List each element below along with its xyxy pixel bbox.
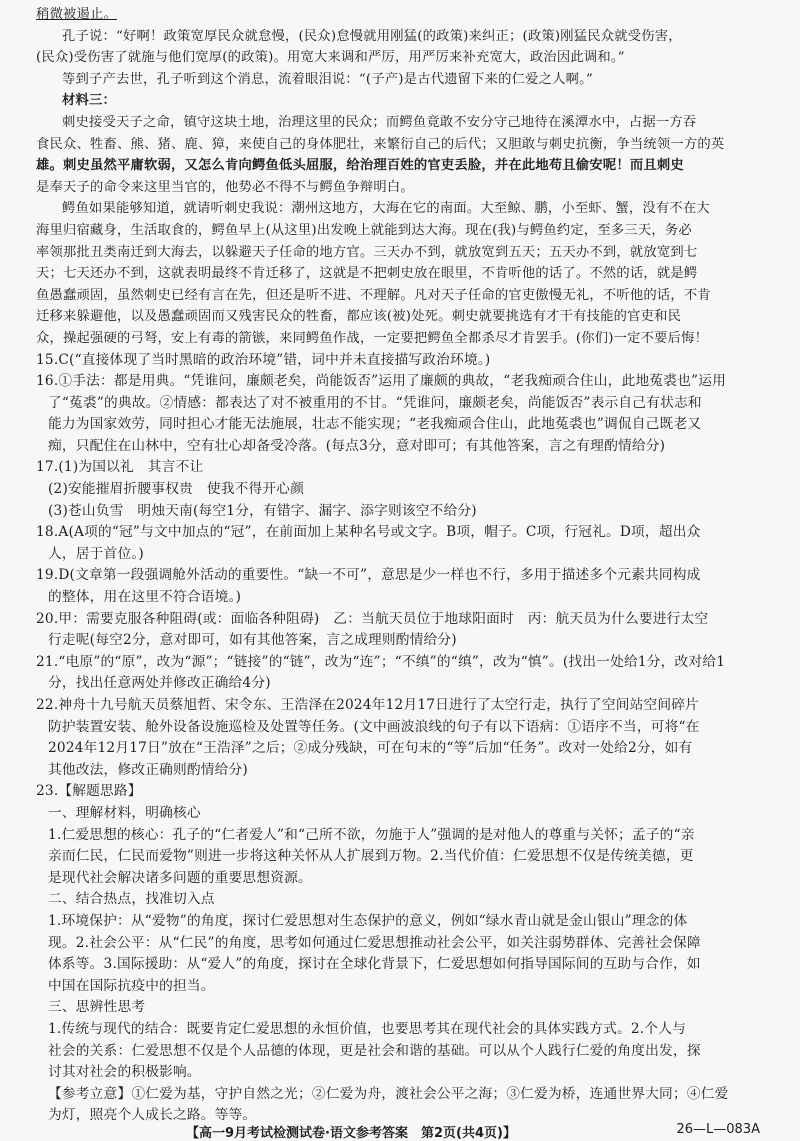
text-line: 孔子说：“好啊！政策宽厚民众就怠慢，(民众)怠慢就用刚猛(的政策)来纠正；(政策)刚猛民众就受伤害， [62, 28, 682, 44]
text-line: 15.C(“直接体现了当时黑暗的政治环境”错，词中并未直接描写政治环境。) [36, 351, 491, 368]
text-line: (3)苍山负雪 明烛天南(每空1分，有错字、漏字、添字则该空不给分) [48, 502, 477, 519]
text-line: 鱼愚蠢顽固，虽然刺史已经有言在先，但还是听不进、不理解。凡对天子任命的官吏傲慢无礼，不听他的话，不肯 [36, 287, 711, 303]
text-line: 20.甲：需要克服各种阻碍(或：面临各种阻碍) 乙：当航天员位于地球阳面时 丙：航天员为什么要进行太空 [36, 610, 709, 627]
text-line: 稍微被遏止。 [36, 7, 117, 22]
text-line: 痴，只配住在山林中，空有壮心却备受冷落。(每点3分，意对即可；有其他答案，言之有理酌情给分) [48, 437, 666, 454]
text-line: 1.传统与现代的结合：既要肯定仁爱思想的永恒价值，也要思考其在现代社会的具体实践方式。2.个人与 [48, 1020, 686, 1037]
text-line: 材料三： [62, 93, 116, 109]
text-line: 讨其对社会的积极影响。 [48, 1064, 201, 1081]
text-line: (2)安能摧眉折腰事权贵 使我不得开心颜 [48, 481, 305, 498]
text-line: 众，操起强硬的弓弩，安上有毒的箭镞，来同鳄鱼作战，一定要把鳄鱼全都杀尽才肯罢手。(你们)一定不要后悔！ [36, 330, 709, 346]
text-line: 人，居于首位。) [48, 545, 144, 562]
text-line: 防护装置安装、舱外设备设施巡检及处置等任务。(文中画波浪线的句子有以下语病：①语序不当，可将“在 [48, 718, 700, 735]
text-line: 是现代社会解决诸多问题的重要思想资源。 [48, 869, 312, 886]
footer-code: 26—L—083A [676, 1122, 760, 1137]
text-line: 为灯，照亮个人成长之路。等等。 [48, 1107, 257, 1124]
text-line: 鳄鱼如果能够知道，就请听刺史我说：潮州这地方，大海在它的南面。大至鲸、鹏，小至虾、蟹，没有不在大 [62, 201, 710, 217]
text-line: 等到子产去世，孔子听到这个消息，流着眼泪说：“(子产)是古代遗留下来的仁爱之人啊。” [62, 71, 594, 87]
text-line: 22.神舟十九号航天员蔡旭哲、宋令东、王浩泽在2024年12月17日进行了太空行走，执行了空间站空间碎片 [36, 697, 700, 713]
footer-title: 【高一9月考试检测试卷·语文参考答案 第2页(共4页)】 [186, 1126, 516, 1141]
text-line: 了“菟裘”的典故。②情感：都表达了对不被重用的不甘。“凭谁问，廉颇老矣，尚能饭否”表示自己有状志和 [48, 394, 702, 411]
text-line: 刺史接受天子之命，镇守这块土地，治理这里的民众；而鳄鱼竟敢不安分守己地待在溪潭水中，占据一方吞 [62, 114, 697, 130]
text-line: 社会的关系：仁爱思想不仅是个人品德的体现，更是社会和谐的基础。可以从个人践行仁爱的角度出发，探 [48, 1042, 701, 1059]
answer-text-body [36, 4, 770, 1127]
text-line: 2024年12月17日”放在“王浩泽”之后；②成分残缺，可在句末的“等”后加“任务”。改对一处给2分，如有 [48, 740, 693, 757]
text-line: 食民众、牲畜、熊、猪、鹿、獐，来使自己的身体肥壮，来繁衍自己的后代；又胆敢与刺史抗衡，争当统领一方的英 [36, 136, 725, 152]
text-line: 【参考立意】①仁爱为基，守护自然之光；②仁爱为舟，渡社会公平之海；③仁爱为桥，连通世界大同；④仁爱 [48, 1085, 729, 1102]
text-line: 其他改法，修改正确则酌情给分) [48, 761, 248, 778]
text-line: 1.仁爱思想的核心：孔子的“仁者爱人”和“己所不欲，勿施于人”强调的是对他人的尊重与关怀；孟子的“亲 [48, 826, 695, 843]
text-line: 1.环境保护：从“爱物”的角度，探讨仁爱思想对生态保护的意义，例如“绿水青山就是金山银山”理念的体 [48, 912, 688, 929]
text-line: 是奉天子的命令来这里当官的，他势必不得不与鳄鱼争辩明白。 [36, 179, 414, 195]
text-line: 一、理解材料，明确核心 [48, 804, 201, 821]
text-line: 体系等。3.国际援助：从“爱人”的角度，探讨在全球化背景下，仁爱思想如何指导国际间的互助与合作，如 [48, 956, 701, 973]
text-line: 海里归宿藏身，生活取食的，鳄鱼早上(从这里)出发晚上就能到达大海。现在(我)与鳄鱼约定，至多三天，务必 [36, 222, 692, 238]
text-line: 迁移来躲避他，以及愚蠢顽固而又残害民众的牲畜，都应该(被)处死。刺史就要挑选有才干有技能的官吏和民 [36, 309, 682, 325]
text-line: 21.“电原”的“原”，改为“源”；“链接”的“链”，改为“连”；“不缜”的“缜”，改为“慎”。(找出一处给1分，改对给1 [36, 653, 726, 670]
text-line: 现。2.社会公平：从“仁民”的角度，思考如何通过仁爱思想推动社会公平，如关注弱势群体、完善社会保障 [48, 934, 701, 951]
text-line: 19.D(文章第一段强调舱外活动的重要性。“缺一不可”，意思是少一样也不行，多用于描述多个元素共同构成 [36, 567, 701, 584]
text-line: 中国在国际抗疫中的担当。 [48, 977, 215, 994]
text-line: 亲而仁民，仁民而爱物”则进一步将这种关怀从人扩展到万物。2.当代价值：仁爱思想不仅是传统美德，更 [48, 848, 694, 865]
text-line: 17.(1)为国以礼 其言不让 [36, 459, 204, 476]
text-line: 三、思辨性思考 [48, 999, 146, 1016]
text-line: 率领那批丑类南迁到大海去，以躲避天子任命的地方官。三天办不到，就放宽到五天；五天办不到，就放宽到七 [36, 244, 698, 260]
text-line: 16.①手法：都是用典。“凭谁问，廉颇老矣，尚能饭否”运用了廉颇的典故，“老我痴顽合住山，此地菟裘也”运用 [36, 373, 726, 390]
text-line: 雄。刺史虽然平庸软弱，又怎么肯向鳄鱼低头屈服，给治理百姓的官吏丢脸，并在此地苟且偷安呢！而且刺史 [36, 158, 684, 174]
text-line: 23.【解题思路】 [36, 783, 142, 800]
text-line: 能力为国家效劳，同时担心才能无法施展，壮志不能实现；“老我痴顽合住山，此地菟裘也”调侃自己既老又 [48, 416, 702, 433]
text-line: 分，找出任意两处并修改正确给4分) [48, 675, 271, 692]
text-line: 二、结合热点，找准切入点 [48, 891, 215, 908]
text-line: 天；七天还办不到，这就表明最终不肯迁移了，这就是不把刺史放在眼里，不肯听他的话了。不然的话，就是鳄 [36, 266, 698, 282]
text-line: 的整体，用在这里不符合语境。) [48, 589, 242, 606]
text-line: 行走呢(每空2分，意对即可，如有其他答案，言之成理则酌情给分) [48, 632, 457, 649]
text-line: 18.A(A项的“冠”与文中加点的“冠”，在前面加上某种名号或文字。B项，帽子。C项，行冠礼。D项，超出众 [36, 524, 701, 541]
text-line: (民众)受伤害了就施与他们宽厚(的政策)。用宽大来调和严厉，用严厉来补充宽大，政治因此调和。” [36, 50, 625, 66]
